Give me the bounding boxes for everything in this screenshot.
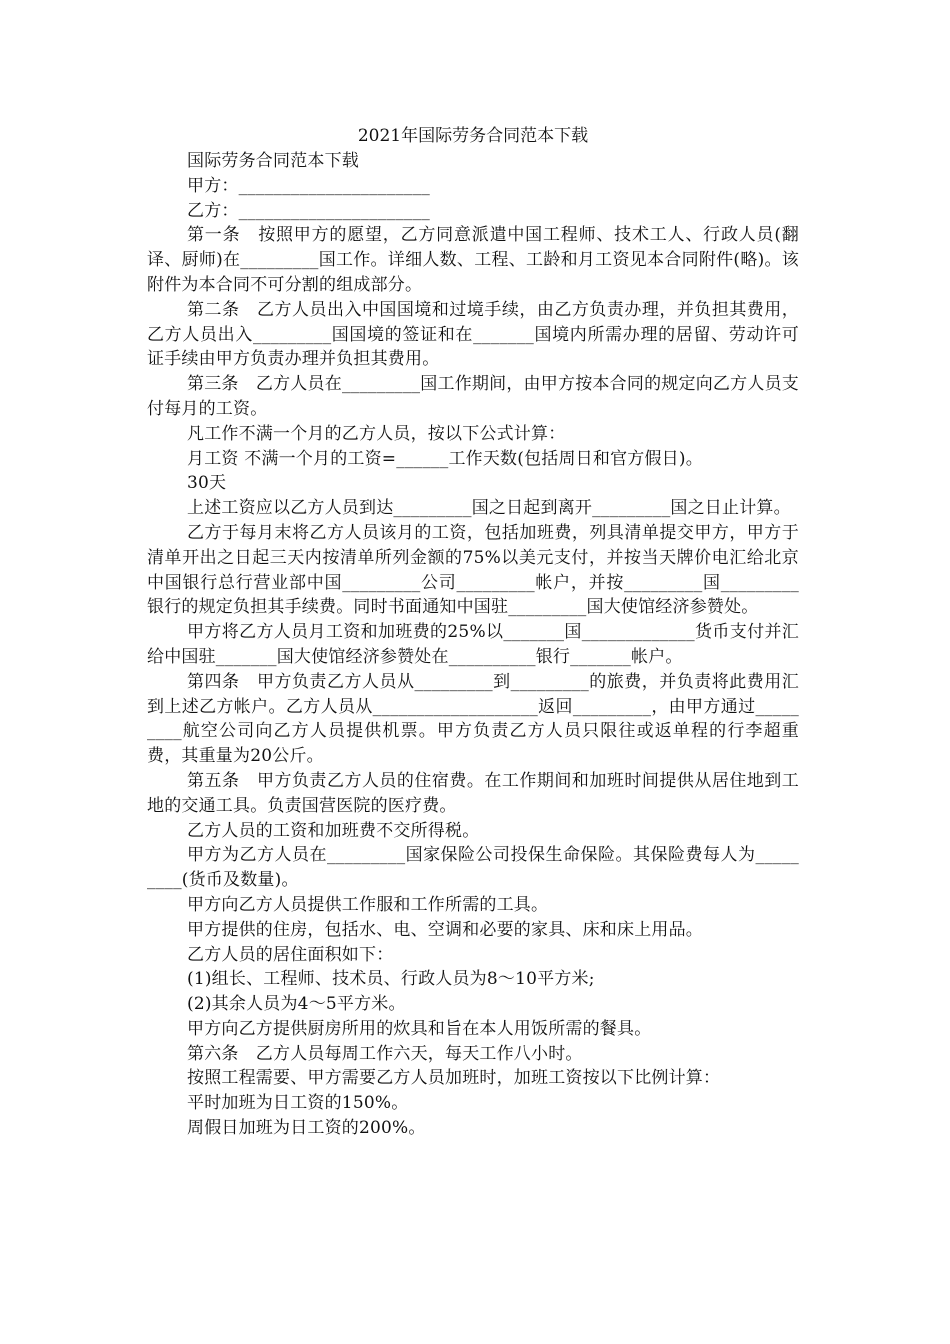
- monthly-payment-paragraph: 乙方于每月末将乙方人员该月的工资，包括加班费，列具清单提交甲方，甲方于清单开出之日起三天内按清单所列金额的75%以美元支付，并按当天牌价电汇给北京中国银行总行营业部中国_________公司_________帐户，并按_________国_________银行的规定负担其手续费。同时书面通知中国驻_________国大使馆经济参赞处。: [147, 522, 799, 618]
- article-2: 第二条 乙方人员出入中国国境和过境手续，由乙方负责办理，并负担其费用，乙方人员出入_________国国境的签证和在_______国境内所需办理的居留、劳动许可证手续由甲方负责办理并负担其费用。: [147, 299, 799, 370]
- formula-line: 月工资 不满一个月的工资=______工作天数(包括周日和官方假日)。: [187, 448, 703, 469]
- insurance-paragraph: 甲方为乙方人员在_________国家保险公司投保生命保险。其保险费每人为_________(货币及数量)。: [147, 845, 799, 891]
- overtime-weekend: 周假日加班为日工资的200%。: [187, 1118, 426, 1139]
- party-b-line: 乙方：______________________: [187, 200, 430, 221]
- kitchen-paragraph: 甲方向乙方提供厨房所用的炊具和旨在本人用饭所需的餐具。: [187, 1018, 652, 1039]
- article-6: 第六条 乙方人员每周工作六天，每天工作八小时。: [187, 1043, 583, 1064]
- formula-denominator: 30天: [187, 473, 227, 494]
- document-page: [147, 124, 799, 1141]
- housing-paragraph: 甲方提供的住房，包括水、电、空调和必要的家具、床和床上用品。: [187, 919, 703, 940]
- article-5: 第五条 甲方负责乙方人员的住宿费。在工作期间和加班时间提供从居住地到工地的交通工具。负责国营医院的医疗费。: [147, 770, 799, 816]
- party-a-line: 甲方：______________________: [187, 175, 430, 196]
- remittance-paragraph: 甲方将乙方人员月工资和加班费的25%以_______国_____________货币支付并汇给中国驻_______国大使馆经济参赞处在__________银行_______帐户。: [147, 622, 799, 667]
- living-area-item-2: (2)其余人员为4～5平方米。: [187, 994, 406, 1015]
- article-1: 第一条 按照甲方的愿望，乙方同意派遣中国工程师、技术工人、行政人员(翻译、厨师)在_________国工作。详细人数、工程、工龄和月工资见本合同附件(略)。该附件为本合同不可分割的组成部分。: [147, 225, 799, 295]
- wage-period-paragraph: 上述工资应以乙方人员到达_________国之日起到离开_________国之日止计算。: [187, 498, 791, 519]
- living-area-intro: 乙方人员的居住面积如下：: [187, 944, 394, 965]
- overtime-weekday: 平时加班为日工资的150%。: [187, 1093, 409, 1114]
- article-3: 第三条 乙方人员在_________国工作期间，由甲方按本合同的规定向乙方人员支付每月的工资。: [147, 374, 799, 419]
- tax-paragraph: 乙方人员的工资和加班费不交所得税。: [187, 820, 480, 841]
- overtime-intro: 按照工程需要、甲方需要乙方人员加班时，加班工资按以下比例计算：: [187, 1068, 721, 1089]
- subtitle-paragraph: 国际劳务合同范本下载: [187, 151, 359, 171]
- workwear-paragraph: 甲方向乙方人员提供工作服和工作所需的工具。: [187, 894, 549, 915]
- document-title: 2021年国际劳务合同范本下载: [357, 126, 589, 146]
- article-4: 第四条 甲方负责乙方人员从_________到_________的旅费，并负责将此费用汇到上述乙方帐户。乙方人员从___________________返回_________，由甲方通过_________航空公司向乙方人员提供机票。甲方负责乙方人员只限往或返单程的行李超重费，其重量为20公斤。: [147, 671, 799, 767]
- formula-intro: 凡工作不满一个月的乙方人员，按以下公式计算：: [187, 423, 566, 444]
- living-area-item-1: (1)组长、工程师、技术员、行政人员为8～10平方米;: [187, 969, 595, 990]
